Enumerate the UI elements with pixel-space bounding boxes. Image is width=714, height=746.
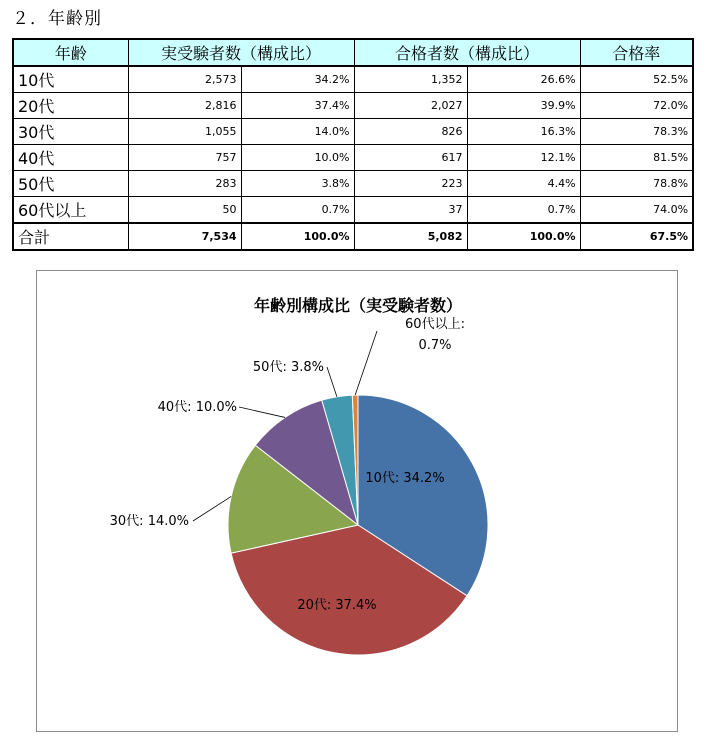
passers-cell: 2,027 — [354, 93, 467, 119]
examinees-ratio-cell: 3.8% — [241, 171, 354, 197]
header-examinees: 実受験者数（構成比） — [128, 39, 354, 66]
passers-ratio-cell: 39.9% — [467, 93, 580, 119]
table-header-row — [13, 39, 693, 66]
header-pass-rate: 合格率 — [580, 39, 693, 66]
table-row — [13, 197, 693, 224]
total-examinees-ratio-cell: 100.0% — [241, 223, 354, 250]
passers-cell: 37 — [354, 197, 467, 224]
slice-label-60s-name: 60代以上: — [405, 317, 465, 332]
section-title: ２．年齢別 — [12, 9, 102, 29]
examinees-cell: 1,055 — [128, 119, 241, 145]
passers-ratio-cell: 26.6% — [467, 66, 580, 93]
pass-rate-cell: 81.5% — [580, 145, 693, 171]
age-cell: 50代 — [13, 171, 128, 197]
chart-title: 年齢別構成比（実受験者数） — [253, 296, 463, 315]
header-age: 年齢 — [13, 39, 128, 66]
age-stats-table — [12, 38, 694, 251]
examinees-cell: 283 — [128, 171, 241, 197]
header-passers: 合格者数（構成比） — [354, 39, 580, 66]
passers-cell: 223 — [354, 171, 467, 197]
table-row — [13, 145, 693, 171]
slice-label-60s-value: 0.7% — [418, 338, 452, 353]
age-cell: 60代以上 — [13, 197, 128, 224]
passers-cell: 1,352 — [354, 66, 467, 93]
age-cell: 10代 — [13, 66, 128, 93]
leader-line-60s-plus — [355, 331, 377, 395]
age-cell: 30代 — [13, 119, 128, 145]
examinees-cell: 50 — [128, 197, 241, 224]
examinees-ratio-cell: 14.0% — [241, 119, 354, 145]
total-passers-ratio-cell: 100.0% — [467, 223, 580, 250]
passers-cell: 826 — [354, 119, 467, 145]
pie-slices — [228, 395, 488, 655]
age-cell: 20代 — [13, 93, 128, 119]
age-cell: 40代 — [13, 145, 128, 171]
passers-ratio-cell: 16.3% — [467, 119, 580, 145]
examinees-cell: 757 — [128, 145, 241, 171]
leader-line-40s — [239, 407, 285, 417]
passers-cell: 617 — [354, 145, 467, 171]
examinees-ratio-cell: 34.2% — [241, 66, 354, 93]
pass-rate-cell: 78.3% — [580, 119, 693, 145]
slice-label-30s: 30代: 14.0% — [109, 514, 189, 529]
slice-label-10s: 10代: 34.2% — [365, 471, 445, 486]
pie-chart — [37, 271, 679, 733]
passers-ratio-cell: 0.7% — [467, 197, 580, 224]
examinees-cell: 2,573 — [128, 66, 241, 93]
pass-rate-cell: 72.0% — [580, 93, 693, 119]
leader-line-50s — [327, 367, 337, 397]
table-row — [13, 66, 693, 93]
total-pass-rate-cell: 67.5% — [580, 223, 693, 250]
table-total-row — [13, 223, 693, 250]
passers-ratio-cell: 4.4% — [467, 171, 580, 197]
examinees-ratio-cell: 0.7% — [241, 197, 354, 224]
slice-label-20s: 20代: 37.4% — [297, 598, 377, 613]
table-row — [13, 119, 693, 145]
table-row — [13, 93, 693, 119]
total-passers-cell: 5,082 — [354, 223, 467, 250]
pass-rate-cell: 52.5% — [580, 66, 693, 93]
total-label-cell: 合計 — [13, 223, 128, 250]
examinees-ratio-cell: 37.4% — [241, 93, 354, 119]
examinees-cell: 2,816 — [128, 93, 241, 119]
pie-chart-frame — [36, 270, 678, 732]
total-examinees-cell: 7,534 — [128, 223, 241, 250]
table-row — [13, 171, 693, 197]
slice-label-50s: 50代: 3.8% — [252, 360, 324, 375]
passers-ratio-cell: 12.1% — [467, 145, 580, 171]
slice-label-40s: 40代: 10.0% — [157, 400, 237, 415]
pass-rate-cell: 74.0% — [580, 197, 693, 224]
pass-rate-cell: 78.8% — [580, 171, 693, 197]
examinees-ratio-cell: 10.0% — [241, 145, 354, 171]
leader-line-30s — [193, 496, 231, 521]
